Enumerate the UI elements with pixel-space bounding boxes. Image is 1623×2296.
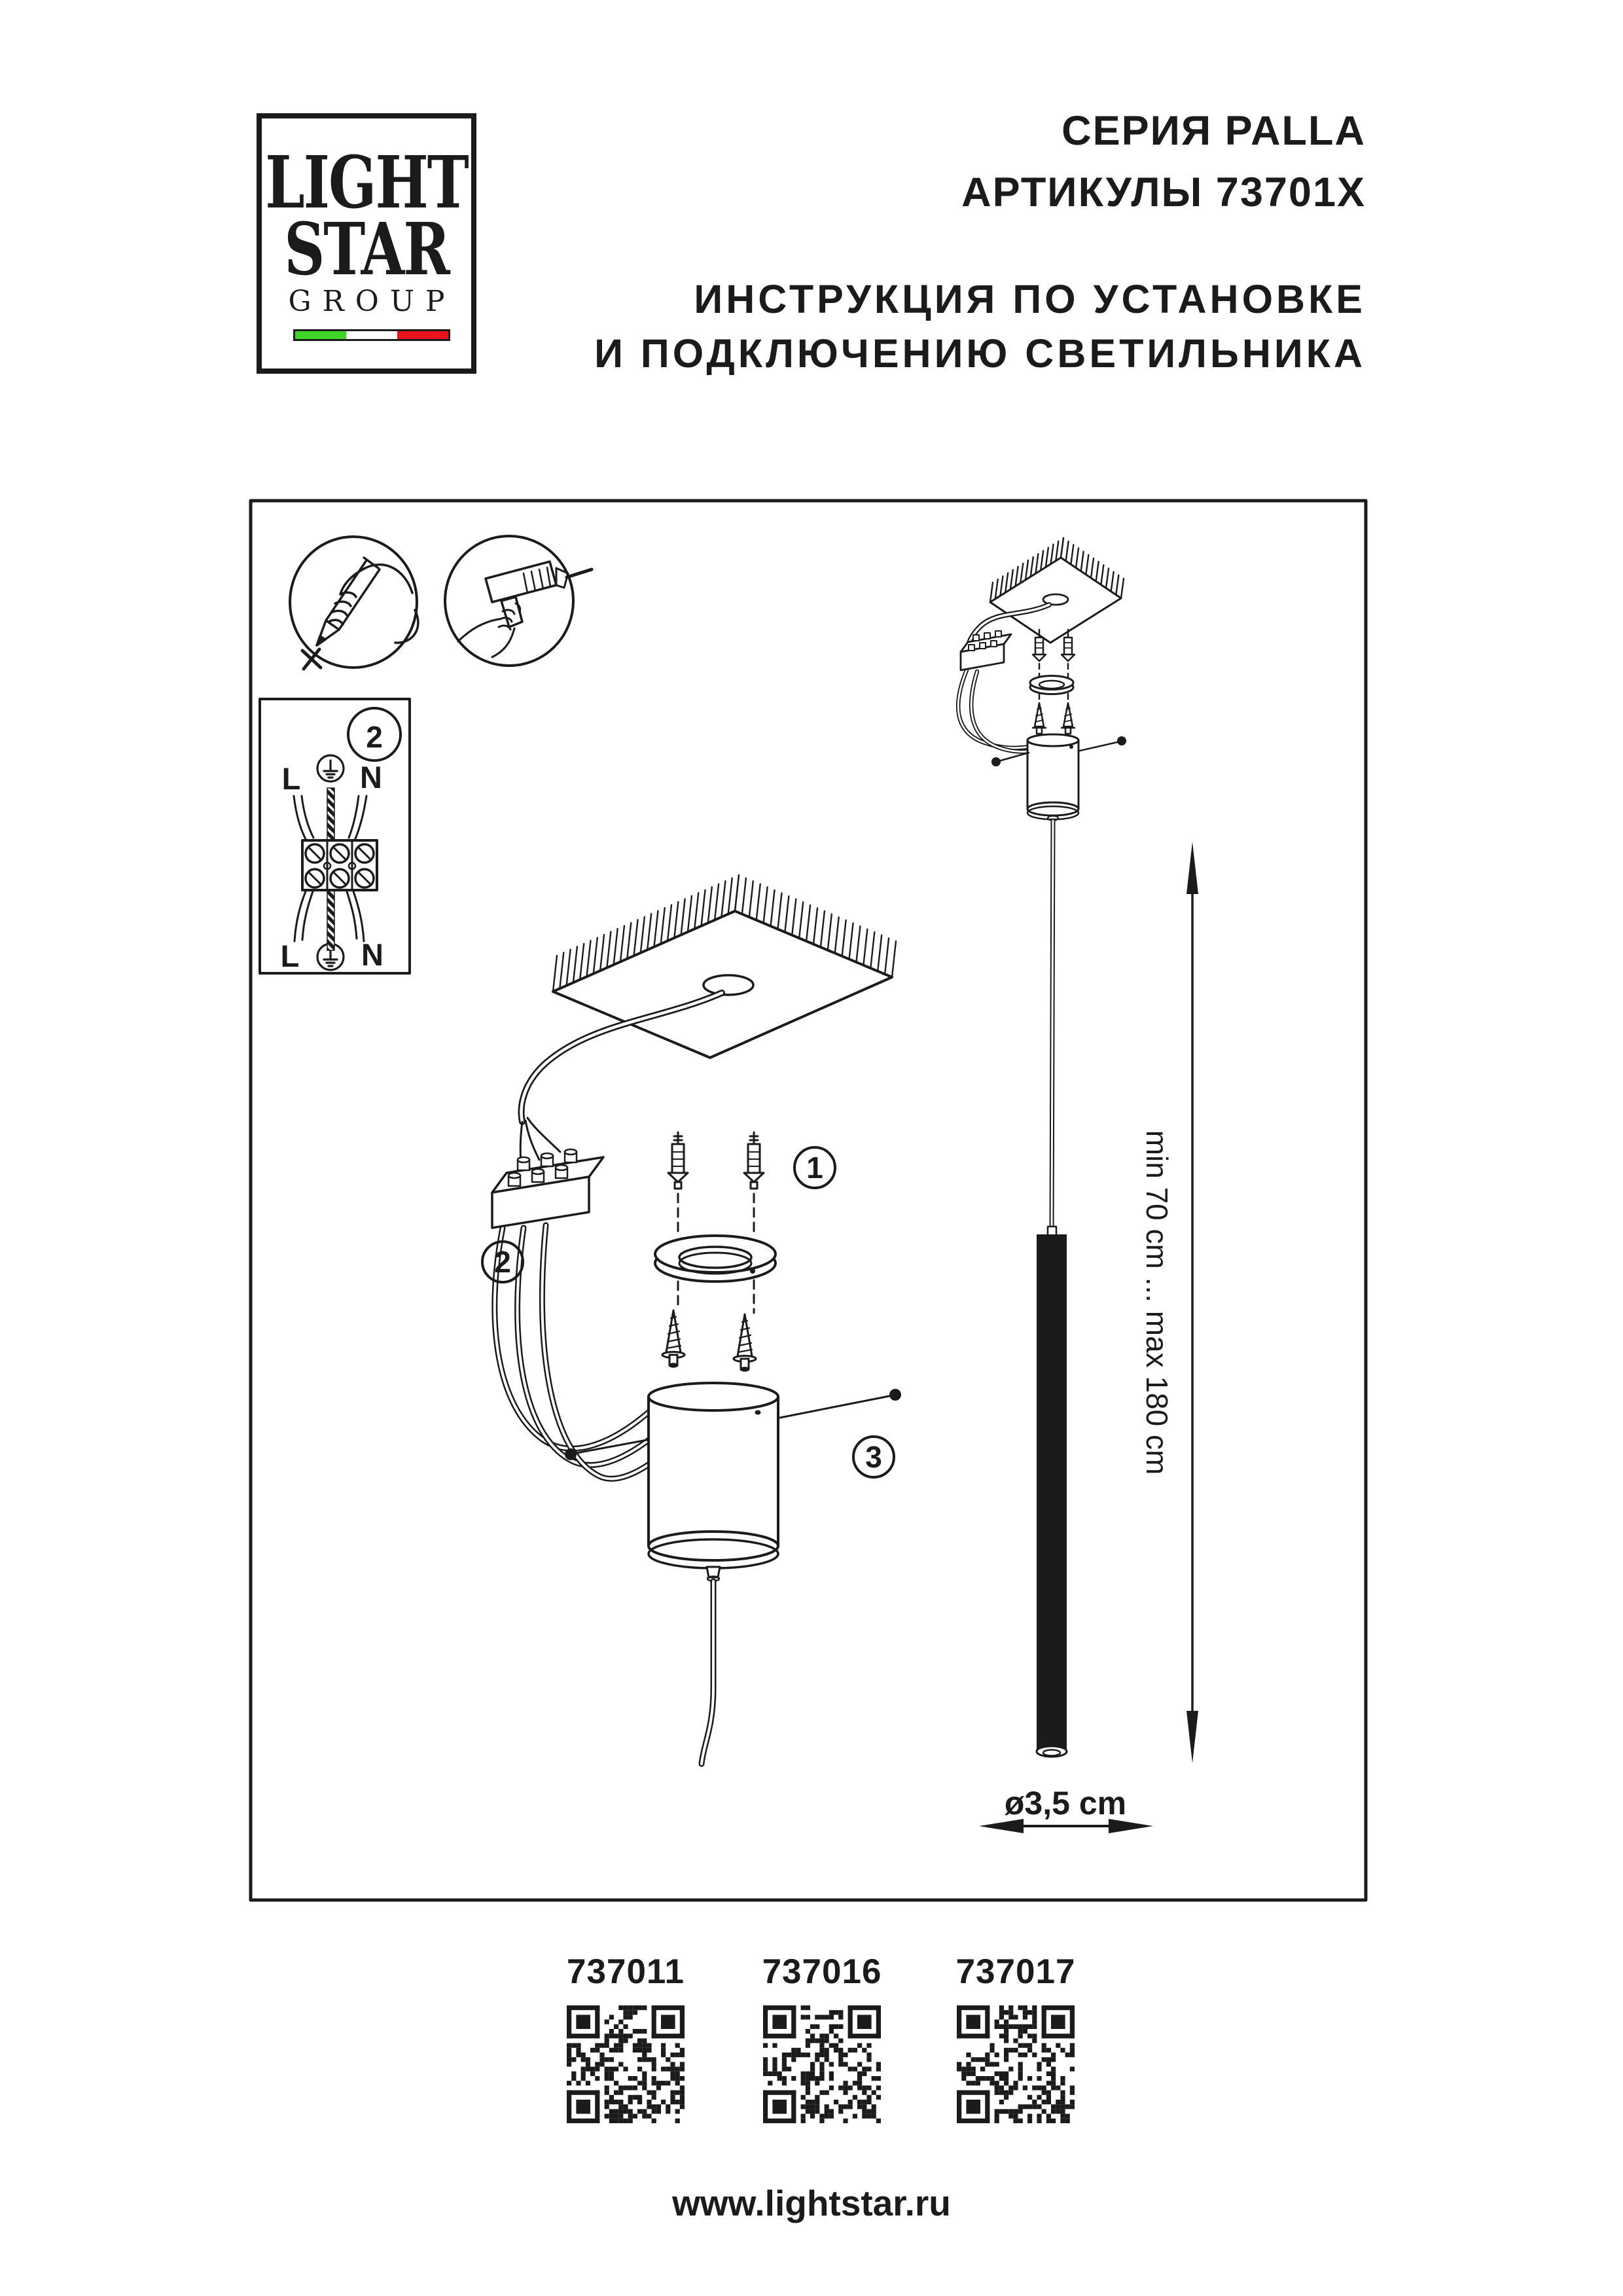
ground-wire-top	[327, 788, 334, 842]
article-number-3: 737017	[955, 1952, 1076, 1991]
wall-anchor-left	[668, 1132, 688, 1189]
small-mounting-ring	[1030, 676, 1073, 694]
step-1-number: 1	[806, 1151, 823, 1185]
label-n-top: N	[360, 760, 382, 795]
label-n-bottom: N	[361, 937, 383, 972]
label-l-bottom: L	[280, 939, 300, 973]
arrow-up	[1186, 842, 1198, 894]
suspension-range-label: min 70 cm ... max 180 cm	[1140, 1130, 1174, 1475]
instruction-line-1: ИНСТРУКЦИЯ ПО УСТАНОВКЕ	[694, 277, 1366, 321]
mounting-ring	[655, 1236, 776, 1282]
pendant-tube	[1037, 1227, 1067, 1757]
wall-anchor-right	[744, 1132, 764, 1189]
logo-word-light: LIGHT	[265, 140, 468, 226]
wiring-panel	[260, 699, 410, 973]
height-dimension	[1186, 842, 1198, 1763]
qr-code-737017	[957, 2005, 1075, 2123]
small-terminal-block	[961, 631, 1011, 670]
small-ceiling-panel	[990, 558, 1121, 643]
website-url: www.lightstar.ru	[672, 2183, 951, 2223]
terminal-block	[492, 1149, 603, 1228]
wiring-step-number: 2	[366, 720, 383, 754]
articles-title: АРТИКУЛЫ 73701X	[961, 170, 1366, 215]
ground-wire-bottom	[327, 890, 334, 950]
logo-word-group: GROUP	[288, 285, 456, 318]
qr-code-737011	[567, 2005, 685, 2123]
label-l-top: L	[281, 761, 301, 796]
screw-right	[734, 1314, 756, 1371]
ceiling-canopy	[649, 1383, 778, 1764]
article-number-1: 737011	[567, 1952, 685, 1991]
exploded-view	[492, 875, 901, 1764]
ground-symbol-top	[317, 755, 344, 781]
article-number-2: 737016	[762, 1952, 882, 1991]
logo-word-star: STAR	[284, 207, 449, 293]
small-screws	[1033, 703, 1075, 734]
diameter-label: ø3,5 cm	[1004, 1785, 1127, 1821]
assembled-view	[958, 538, 1126, 1757]
series-title: СЕРИЯ PALLA	[1061, 108, 1366, 154]
ceiling-panel	[553, 911, 892, 1058]
small-fixture-wires	[958, 670, 1033, 751]
tube-lens	[1043, 1750, 1060, 1756]
small-canopy	[1027, 734, 1079, 821]
arrow-down	[1186, 1711, 1198, 1763]
instruction-line-2: И ПОДКЛЮЧЕНИЮ СВЕТИЛЬНИКА	[594, 331, 1366, 376]
step-3-number: 3	[865, 1440, 882, 1474]
diagram-frame	[251, 501, 1366, 1900]
terminal-block-schematic	[302, 840, 377, 890]
step-2-number: 2	[494, 1245, 511, 1279]
screw-left	[662, 1310, 685, 1367]
qr-code-737016	[763, 2005, 881, 2123]
drill-icon	[445, 536, 592, 666]
mark-spot-icon	[290, 537, 418, 669]
